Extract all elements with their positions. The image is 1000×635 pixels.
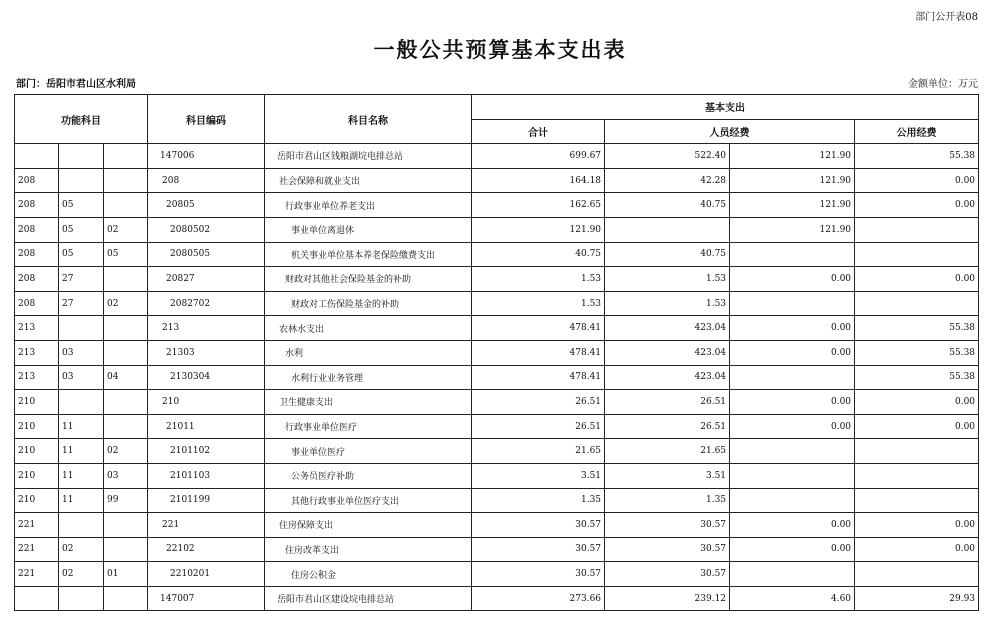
cell-subject-code: 2101199 (148, 488, 265, 513)
cell-function-section: 27 (59, 291, 104, 316)
cell-function-class: 208 (15, 168, 59, 193)
cell-function-section: 11 (59, 414, 104, 439)
cell-subject-code: 2080502 (148, 217, 265, 242)
table-row (15, 390, 979, 415)
cell-personnel-a: 1.53 (605, 267, 730, 292)
cell-subject-name: 其他行政事业单位医疗支出 (265, 488, 472, 513)
cell-function-section: 27 (59, 267, 104, 292)
cell-public (855, 463, 979, 488)
cell-function-section (59, 390, 104, 415)
cell-subject-code: 2101103 (148, 463, 265, 488)
cell-subject-name: 岳阳市君山区钱粮湖垸电排总站 (265, 144, 472, 169)
cell-function-item: 05 (104, 242, 148, 267)
cell-function-item (104, 414, 148, 439)
cell-function-section (59, 513, 104, 538)
cell-subject-name: 财政对其他社会保险基金的补助 (265, 267, 472, 292)
cell-personnel-b: 0.00 (730, 267, 855, 292)
cell-public: 0.00 (855, 513, 979, 538)
cell-subject-code: 2210201 (148, 562, 265, 587)
cell-personnel-a: 30.57 (605, 537, 730, 562)
cell-function-item (104, 390, 148, 415)
cell-subject-name: 行政事业单位医疗 (265, 414, 472, 439)
cell-function-section: 11 (59, 463, 104, 488)
cell-total: 162.65 (472, 193, 605, 218)
cell-personnel-a: 21.65 (605, 439, 730, 464)
table-row (15, 365, 979, 390)
cell-public: 55.38 (855, 365, 979, 390)
department-line (16, 75, 136, 90)
cell-subject-code: 210 (148, 390, 265, 415)
cell-function-item: 01 (104, 562, 148, 587)
cell-personnel-b (730, 439, 855, 464)
cell-total: 164.18 (472, 168, 605, 193)
cell-function-class: 221 (15, 537, 59, 562)
cell-function-section (59, 168, 104, 193)
cell-function-item: 02 (104, 217, 148, 242)
budget-table (14, 94, 979, 611)
cell-subject-code: 22102 (148, 537, 265, 562)
cell-public: 55.38 (855, 316, 979, 341)
cell-public: 29.93 (855, 586, 979, 611)
cell-total: 30.57 (472, 537, 605, 562)
cell-function-class: 210 (15, 463, 59, 488)
cell-total: 3.51 (472, 463, 605, 488)
cell-total: 699.67 (472, 144, 605, 169)
cell-subject-name: 财政对工伤保险基金的补助 (265, 291, 472, 316)
cell-function-item (104, 586, 148, 611)
cell-subject-name: 水利 (265, 340, 472, 365)
header-subject-code: 科目编码 (148, 95, 265, 144)
cell-public: 0.00 (855, 168, 979, 193)
cell-total: 478.41 (472, 340, 605, 365)
cell-personnel-a: 40.75 (605, 193, 730, 218)
cell-subject-name: 公务员医疗补助 (265, 463, 472, 488)
cell-subject-code: 2130304 (148, 365, 265, 390)
table-row (15, 144, 979, 169)
cell-function-class: 208 (15, 217, 59, 242)
cell-total: 121.90 (472, 217, 605, 242)
header-subject-name: 科目名称 (265, 95, 472, 144)
cell-public (855, 562, 979, 587)
cell-public: 0.00 (855, 390, 979, 415)
table-row (15, 414, 979, 439)
cell-function-class: 208 (15, 267, 59, 292)
cell-subject-name: 社会保障和就业支出 (265, 168, 472, 193)
cell-public: 0.00 (855, 537, 979, 562)
table-row (15, 537, 979, 562)
cell-function-section: 03 (59, 340, 104, 365)
cell-function-item: 99 (104, 488, 148, 513)
cell-personnel-b: 0.00 (730, 316, 855, 341)
cell-public: 0.00 (855, 267, 979, 292)
cell-personnel-b (730, 291, 855, 316)
cell-personnel-b (730, 463, 855, 488)
cell-subject-name: 卫生健康支出 (265, 390, 472, 415)
cell-function-class: 208 (15, 242, 59, 267)
cell-function-item (104, 168, 148, 193)
cell-function-section (59, 586, 104, 611)
cell-subject-code: 221 (148, 513, 265, 538)
cell-function-section (59, 144, 104, 169)
cell-function-item (104, 144, 148, 169)
cell-personnel-b: 0.00 (730, 513, 855, 538)
cell-total: 1.53 (472, 267, 605, 292)
cell-function-class: 213 (15, 340, 59, 365)
cell-subject-name: 住房公积金 (265, 562, 472, 587)
cell-personnel-a: 26.51 (605, 414, 730, 439)
cell-function-item (104, 267, 148, 292)
cell-function-class: 221 (15, 562, 59, 587)
cell-subject-name: 岳阳市君山区建设垸电排总站 (265, 586, 472, 611)
cell-total: 30.57 (472, 513, 605, 538)
cell-personnel-a: 30.57 (605, 562, 730, 587)
cell-subject-code: 21303 (148, 340, 265, 365)
cell-personnel-b (730, 562, 855, 587)
cell-personnel-a: 42.28 (605, 168, 730, 193)
table-row (15, 291, 979, 316)
cell-personnel-a: 3.51 (605, 463, 730, 488)
header-public: 公用经费 (855, 119, 979, 144)
cell-subject-code: 21011 (148, 414, 265, 439)
cell-function-section: 05 (59, 193, 104, 218)
cell-public: 0.00 (855, 414, 979, 439)
cell-function-section: 11 (59, 439, 104, 464)
table-row (15, 267, 979, 292)
cell-personnel-b: 121.90 (730, 168, 855, 193)
cell-public (855, 439, 979, 464)
cell-function-class: 208 (15, 193, 59, 218)
cell-function-item (104, 513, 148, 538)
department-label: 部门： (16, 79, 46, 90)
table-row (15, 242, 979, 267)
cell-public (855, 242, 979, 267)
cell-personnel-b: 0.00 (730, 414, 855, 439)
page-title: 一般公共预算基本支出表 (373, 38, 627, 62)
cell-total: 478.41 (472, 316, 605, 341)
header-personnel: 人员经费 (605, 119, 855, 144)
cell-personnel-b: 121.90 (730, 193, 855, 218)
cell-personnel-a: 26.51 (605, 390, 730, 415)
cell-subject-name: 机关事业单位基本养老保险缴费支出 (265, 242, 472, 267)
cell-personnel-b: 0.00 (730, 537, 855, 562)
cell-personnel-a: 30.57 (605, 513, 730, 538)
table-row (15, 340, 979, 365)
cell-personnel-a (605, 217, 730, 242)
table-row (15, 168, 979, 193)
department-name: 岳阳市君山区水利局 (46, 79, 136, 90)
cell-function-item: 02 (104, 439, 148, 464)
cell-function-class: 210 (15, 390, 59, 415)
cell-total: 478.41 (472, 365, 605, 390)
cell-personnel-b: 121.90 (730, 217, 855, 242)
cell-function-item: 03 (104, 463, 148, 488)
cell-function-section (59, 316, 104, 341)
table-row (15, 463, 979, 488)
cell-personnel-a: 522.40 (605, 144, 730, 169)
cell-function-item (104, 316, 148, 341)
cell-function-class: 210 (15, 439, 59, 464)
cell-personnel-b: 0.00 (730, 390, 855, 415)
table-row (15, 217, 979, 242)
cell-personnel-a: 239.12 (605, 586, 730, 611)
table-row (15, 193, 979, 218)
cell-public: 55.38 (855, 144, 979, 169)
cell-function-class: 210 (15, 414, 59, 439)
table-row (15, 439, 979, 464)
cell-total: 26.51 (472, 414, 605, 439)
table-row (15, 488, 979, 513)
cell-function-class: 213 (15, 365, 59, 390)
cell-subject-code: 2080505 (148, 242, 265, 267)
cell-function-section: 02 (59, 537, 104, 562)
cell-function-class: 208 (15, 291, 59, 316)
cell-subject-name: 行政事业单位养老支出 (265, 193, 472, 218)
table-row (15, 513, 979, 538)
cell-function-class: 210 (15, 488, 59, 513)
table-row (15, 586, 979, 611)
cell-subject-name: 住房改革支出 (265, 537, 472, 562)
cell-personnel-b: 121.90 (730, 144, 855, 169)
cell-subject-name: 农林水支出 (265, 316, 472, 341)
cell-subject-name: 事业单位离退休 (265, 217, 472, 242)
cell-public: 0.00 (855, 193, 979, 218)
cell-function-item (104, 340, 148, 365)
cell-function-section: 05 (59, 242, 104, 267)
cell-function-item (104, 537, 148, 562)
cell-subject-name: 住房保障支出 (265, 513, 472, 538)
cell-public: 55.38 (855, 340, 979, 365)
cell-subject-code: 213 (148, 316, 265, 341)
cell-personnel-a: 423.04 (605, 365, 730, 390)
cell-public (855, 217, 979, 242)
cell-subject-name: 事业单位医疗 (265, 439, 472, 464)
amount-unit: 金额单位：万元 (908, 79, 978, 90)
cell-subject-code: 147007 (148, 586, 265, 611)
cell-function-section: 02 (59, 562, 104, 587)
cell-total: 273.66 (472, 586, 605, 611)
header-basic-expense: 基本支出 (472, 95, 979, 120)
cell-function-section: 05 (59, 217, 104, 242)
cell-personnel-b (730, 365, 855, 390)
cell-subject-code: 147006 (148, 144, 265, 169)
cell-function-item: 04 (104, 365, 148, 390)
cell-subject-code: 208 (148, 168, 265, 193)
header-total: 合计 (472, 119, 605, 144)
cell-personnel-a: 1.35 (605, 488, 730, 513)
cell-personnel-b (730, 242, 855, 267)
cell-public (855, 291, 979, 316)
cell-personnel-b (730, 488, 855, 513)
cell-total: 1.35 (472, 488, 605, 513)
cell-personnel-a: 423.04 (605, 316, 730, 341)
cell-function-item: 02 (104, 291, 148, 316)
cell-total: 1.53 (472, 291, 605, 316)
cell-subject-code: 20805 (148, 193, 265, 218)
table-row (15, 562, 979, 587)
form-number: 部门公开表08 (915, 12, 978, 23)
cell-subject-code: 2082702 (148, 291, 265, 316)
cell-total: 26.51 (472, 390, 605, 415)
cell-personnel-a: 1.53 (605, 291, 730, 316)
table-body (15, 144, 979, 611)
cell-total: 30.57 (472, 562, 605, 587)
cell-function-section: 03 (59, 365, 104, 390)
cell-subject-name: 水利行业业务管理 (265, 365, 472, 390)
cell-subject-code: 2101102 (148, 439, 265, 464)
cell-personnel-b: 0.00 (730, 340, 855, 365)
cell-total: 40.75 (472, 242, 605, 267)
cell-personnel-a: 40.75 (605, 242, 730, 267)
cell-function-class (15, 144, 59, 169)
cell-public (855, 488, 979, 513)
header-function-subject: 功能科目 (15, 95, 148, 144)
cell-personnel-b: 4.60 (730, 586, 855, 611)
table-row (15, 316, 979, 341)
cell-function-item (104, 193, 148, 218)
cell-function-section: 11 (59, 488, 104, 513)
cell-total: 21.65 (472, 439, 605, 464)
cell-personnel-a: 423.04 (605, 340, 730, 365)
cell-function-class (15, 586, 59, 611)
cell-function-class: 221 (15, 513, 59, 538)
cell-subject-code: 20827 (148, 267, 265, 292)
cell-function-class: 213 (15, 316, 59, 341)
